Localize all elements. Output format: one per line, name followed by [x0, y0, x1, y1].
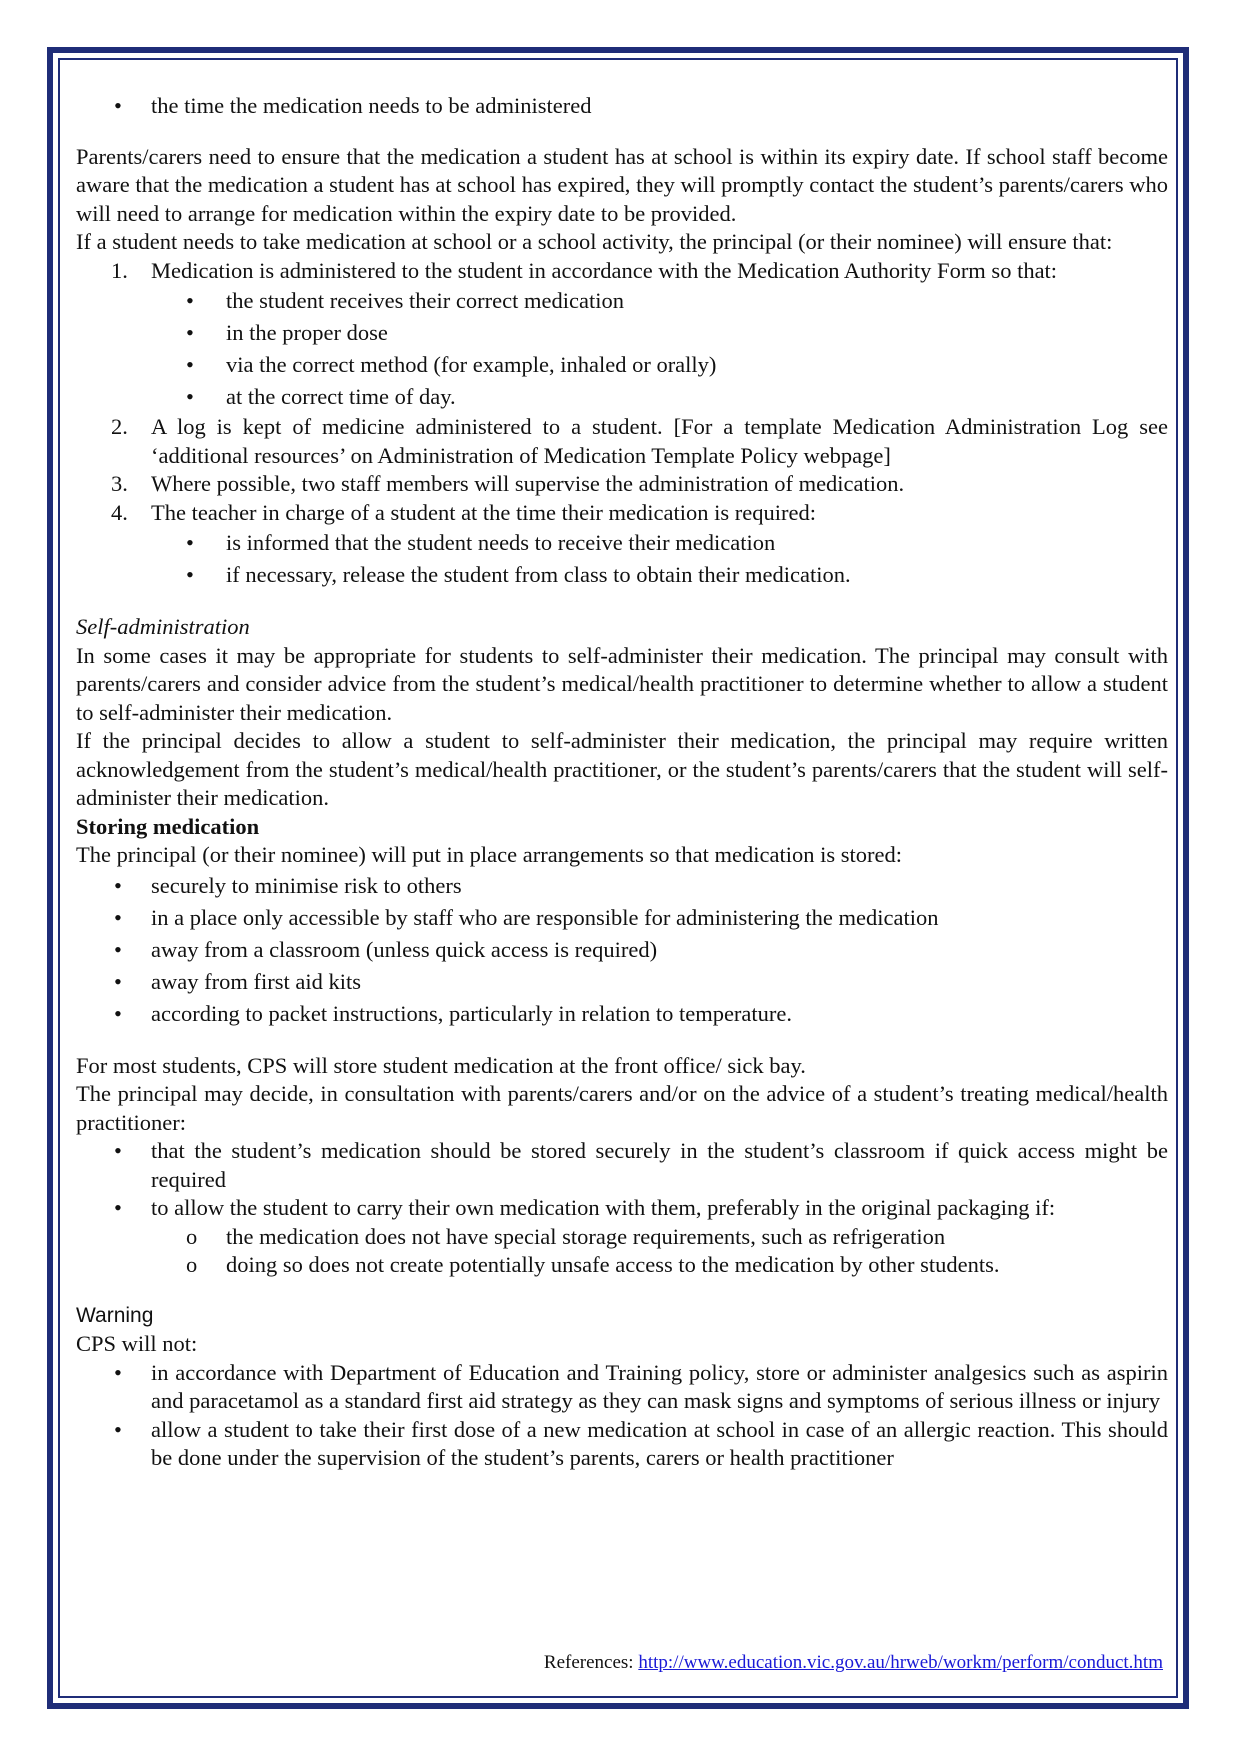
item-number: 4.	[111, 499, 128, 525]
paragraph-warning-intro: CPS will not:	[76, 1331, 198, 1356]
bullet-icon: •	[114, 93, 122, 118]
bullet-text: the medication does not have special storage requirements, such as refrigeration	[226, 1223, 946, 1249]
item-text: Medication is administered to the student in accordance with the Medication Authority Form so that:	[151, 257, 1058, 283]
list-item	[76, 934, 1168, 966]
bullet-icon: •	[114, 936, 122, 962]
bullet-text: that the student’s medication should be stored securely in the student’s classroom if quick access might be required	[151, 1138, 1168, 1192]
item-number: 1.	[111, 257, 128, 283]
document-body	[76, 92, 1168, 1473]
bullet-text: the student receives their correct medication	[226, 288, 624, 313]
bullet-text: according to packet instructions, particularly in relation to temperature.	[151, 1000, 793, 1026]
bullet-icon: •	[186, 288, 194, 313]
numbered-item-4	[76, 499, 1168, 528]
list-item	[76, 317, 1168, 349]
list-item	[76, 1251, 1168, 1280]
bullet-icon: •	[186, 384, 194, 409]
paragraph-self-admin-1: In some cases it may be appropriate for students to self-administer their medication. The principal may consult with parents/carers and consider advice from the student’s medical/health practitioner to determine whether to allow a student to self-administer their medication.	[76, 642, 1168, 725]
bullet-text: via the correct method (for example, inhaled or orally)	[226, 352, 717, 377]
paragraph-expiry: Parents/carers need to ensure that the medication a student has at school is within its expiry date. If school staff become aware that the medication a student has at school has expired, they will promptly contact the student’s parents/carers who will need to arrange for medication within the expiry date to be provided.	[76, 143, 1168, 226]
bullet-text: in a place only accessible by staff who are responsible for administering the medication	[151, 904, 939, 930]
list-item	[76, 1194, 1168, 1223]
bullet-icon: •	[114, 1359, 122, 1385]
bullet-icon: •	[114, 1416, 122, 1442]
list-item	[76, 285, 1168, 317]
list-item	[76, 966, 1168, 998]
bullet-text: securely to minimise risk to others	[151, 872, 462, 898]
bullet-text: the time the medication needs to be administered	[151, 93, 592, 118]
item-number: 2.	[111, 414, 128, 439]
circle-bullet-icon: o	[186, 1252, 198, 1277]
bullet-icon: •	[186, 530, 194, 555]
numbered-item-1	[76, 257, 1168, 286]
item-text: The teacher in charge of a student at the time their medication is required:	[151, 499, 816, 525]
list-item	[76, 902, 1168, 934]
references-link[interactable]: http://www.education.vic.gov.au/hrweb/workm/perform/conduct.htm	[638, 1652, 1163, 1673]
item-text: Where possible, two staff members will supervise the administration of medication.	[151, 471, 905, 496]
paragraph-if-student: If a student needs to take medication at school or a school activity, the principal (or their nominee) will ensure that:	[76, 229, 1113, 254]
bullet-icon: •	[114, 1195, 122, 1220]
circle-bullet-icon: o	[186, 1223, 198, 1249]
bullet-icon: •	[114, 1138, 122, 1163]
bullet-text: allow a student to take their first dose of a new medication at school in case of an allergic reaction. This should be done under the supervision of the student’s parents, carers or health practitioner	[151, 1416, 1168, 1470]
numbered-item-3	[76, 470, 1168, 499]
paragraph-most-students: For most students, CPS will store student medication at the front office/ sick bay.	[76, 1052, 806, 1078]
paragraph-storing-intro: The principal (or their nominee) will put in place arrangements so that medication is stored:	[76, 842, 902, 867]
list-item	[76, 1416, 1168, 1473]
bullet-text: away from first aid kits	[151, 968, 361, 994]
section-heading-storing: Storing medication	[76, 813, 260, 839]
bullet-icon: •	[114, 1000, 122, 1026]
list-item	[76, 870, 1168, 902]
list-item	[76, 1223, 1168, 1252]
bullet-text: away from a classroom (unless quick access is required)	[151, 936, 658, 962]
list-item	[76, 381, 1168, 413]
bullet-icon: •	[186, 562, 194, 587]
list-item	[76, 1359, 1168, 1416]
bullet-text: if necessary, release the student from class to obtain their medication.	[226, 562, 851, 587]
references-label: References:	[543, 1652, 639, 1673]
list-item	[76, 527, 1168, 559]
paragraph-principal-decide: The principal may decide, in consultation with parents/carers and/or on the advice of a student’s treating medical/health practitioner:	[76, 1081, 1168, 1135]
item-text: A log is kept of medicine administered to a student. [For a template Medication Administration Log see ‘additional resources’ on Administration of Medication Template Policy webpage]	[151, 414, 1168, 468]
list-item	[76, 998, 1168, 1030]
list-item	[76, 349, 1168, 381]
section-heading-self-administration: Self-administration	[76, 614, 250, 639]
bullet-icon: •	[114, 968, 122, 994]
section-heading-warning: Warning	[76, 1303, 154, 1327]
bullet-text: to allow the student to carry their own medication with them, preferably in the original packaging if:	[151, 1195, 1056, 1220]
bullet-text: at the correct time of day.	[226, 384, 456, 409]
bullet-text: is informed that the student needs to receive their medication	[226, 530, 776, 555]
bullet-icon: •	[186, 320, 194, 345]
bullet-icon: •	[114, 904, 122, 930]
list-item	[76, 92, 1168, 121]
list-item	[76, 1137, 1168, 1194]
bullet-icon: •	[114, 872, 122, 898]
item-number: 3.	[111, 471, 128, 496]
paragraph-self-admin-2: If the principal decides to allow a student to self-administer their medication, the principal may require written acknowledgement from the student’s medical/health practitioner, or the student’s parents/carers that the student will self-administer their medication.	[76, 728, 1168, 810]
references-footer	[544, 1652, 1163, 1674]
numbered-item-2	[76, 413, 1168, 470]
bullet-text: in accordance with Department of Education and Training policy, store or administer analgesics such as aspirin and paracetamol as a standard first aid strategy as they can mask signs and symptoms of serious illness or injury	[151, 1359, 1168, 1413]
bullet-text: doing so does not create potentially unsafe access to the medication by other students.	[226, 1252, 1000, 1277]
bullet-text: in the proper dose	[226, 320, 388, 345]
list-item	[76, 559, 1168, 591]
bullet-icon: •	[186, 352, 194, 377]
